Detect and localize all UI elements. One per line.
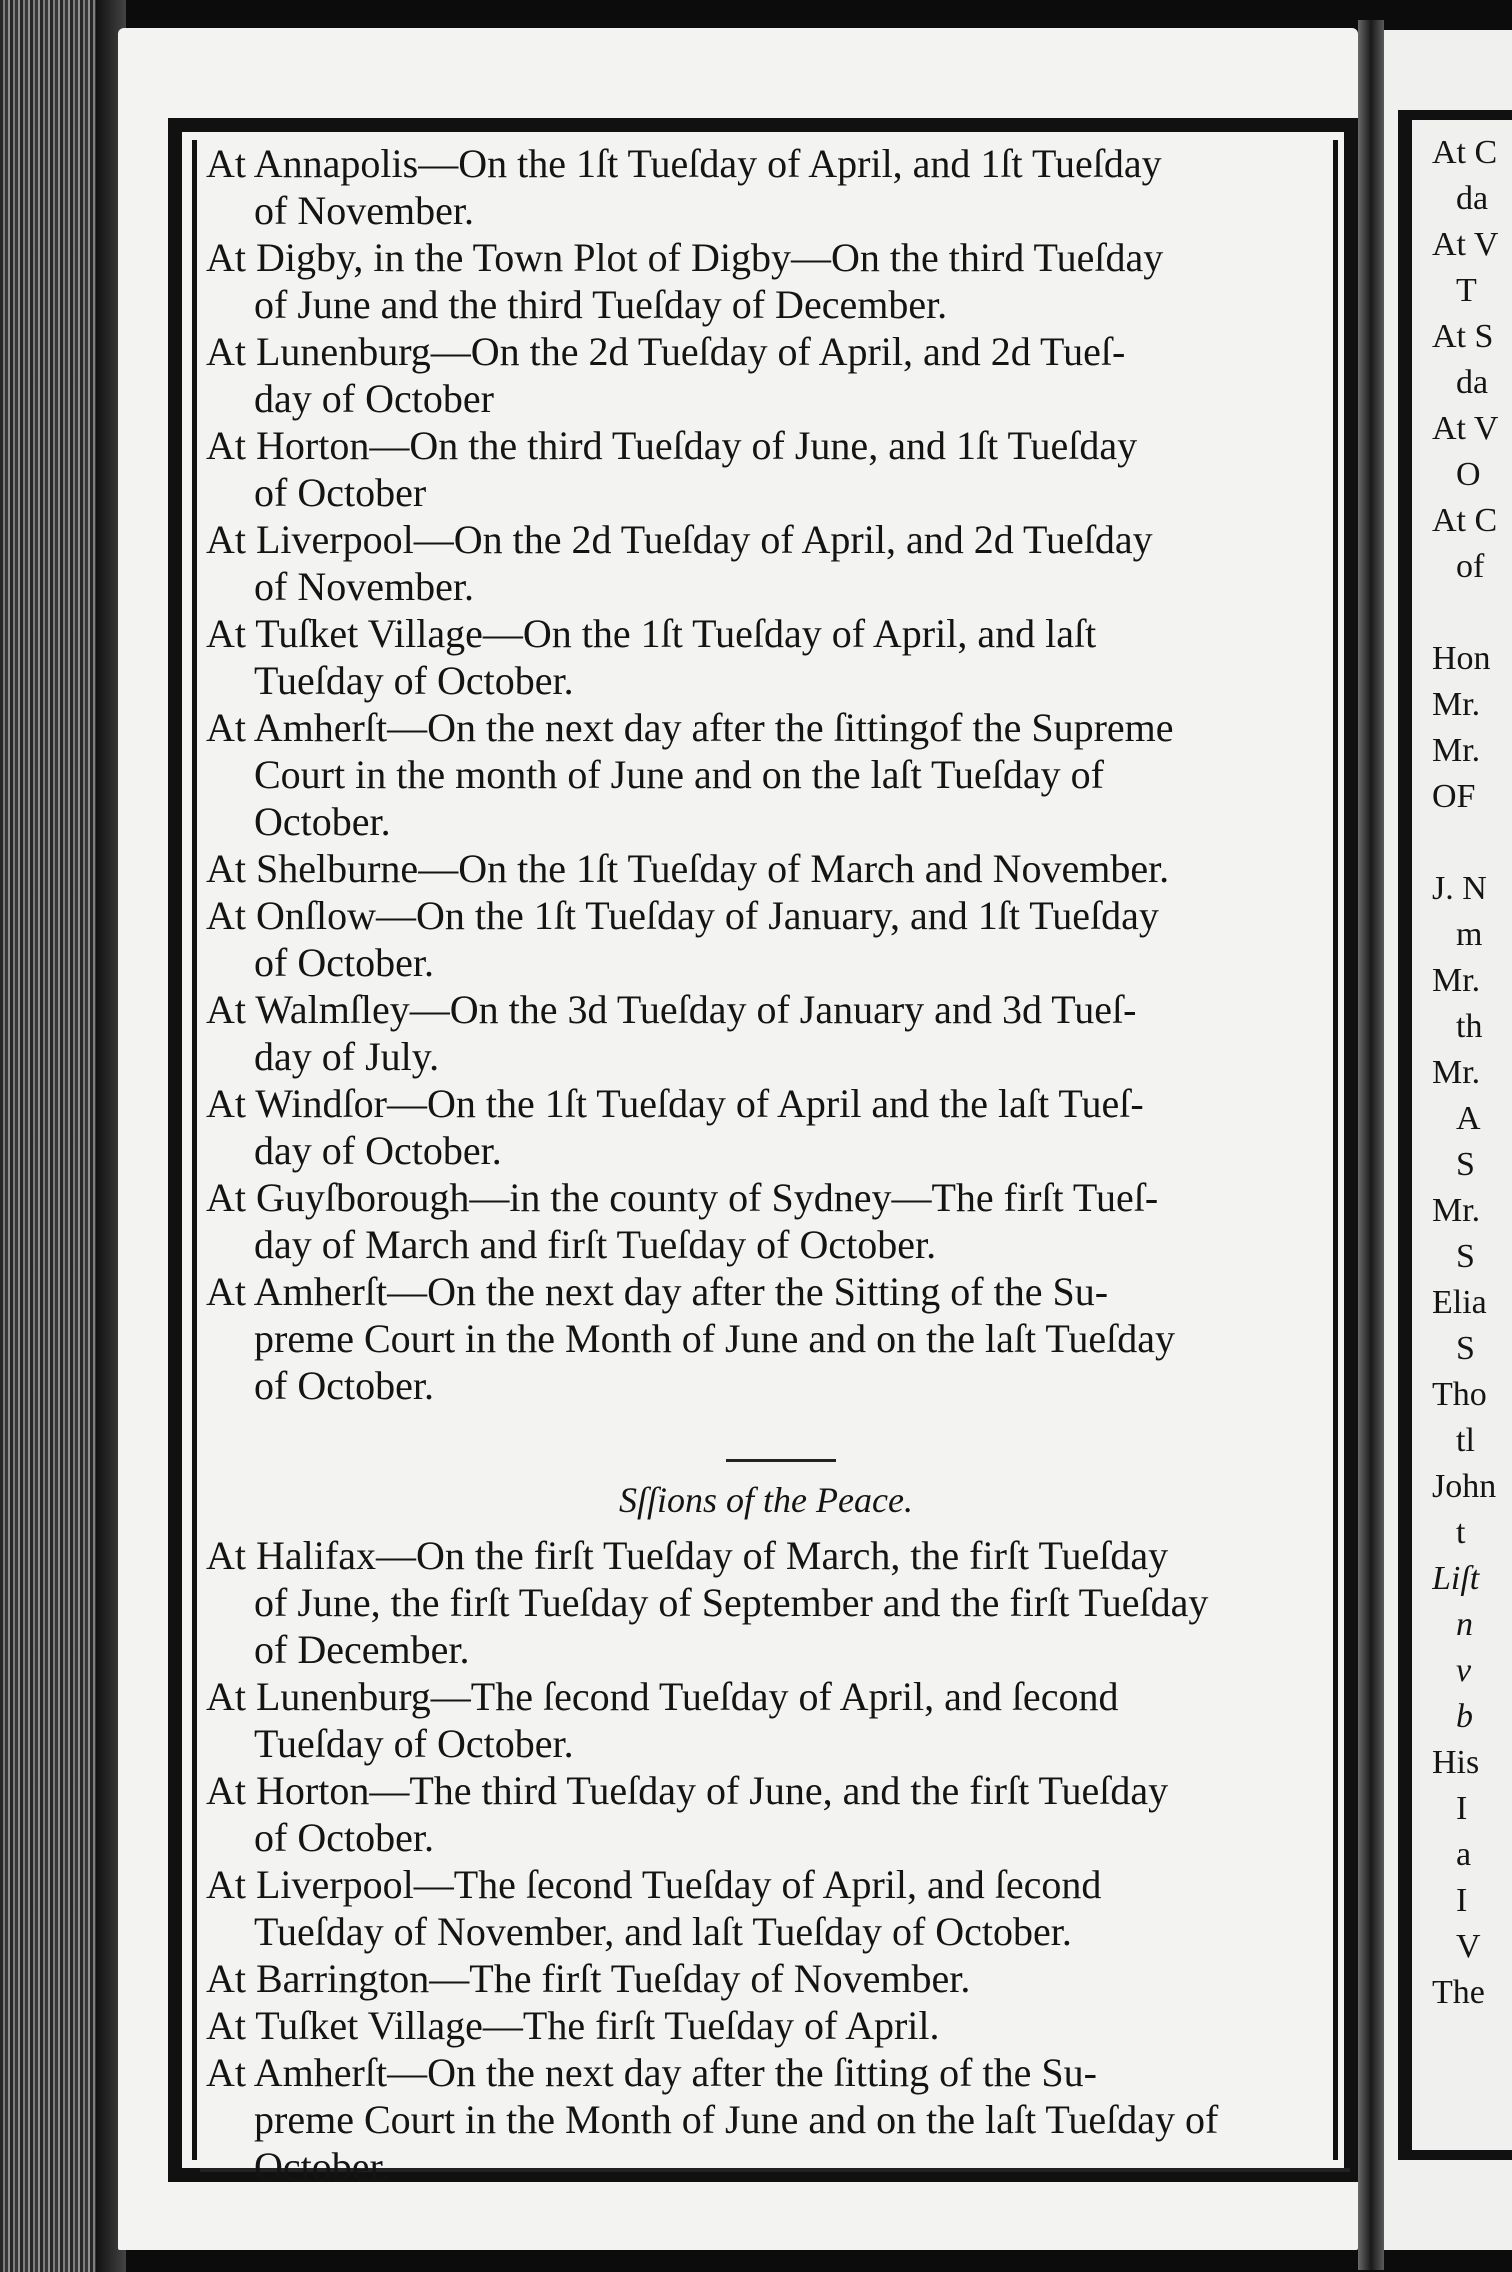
right-page-text [1432, 130, 1512, 2016]
session-entry [206, 1767, 1326, 1861]
entry-continuation-line: Tueſday of October. [254, 1721, 574, 1766]
right-page-line: T [1456, 272, 1477, 309]
entry-line: At Tuſket Village—The firſt Tueſday of April. [206, 2003, 940, 2048]
right-page-line: At V [1432, 410, 1499, 447]
page-content [206, 140, 1326, 2190]
entry-continuation-line: preme Court in the Month of June and on the laſt Tueſday [254, 1316, 1175, 1361]
right-page-line: John [1432, 1468, 1497, 1505]
right-page-line: t [1456, 1514, 1466, 1551]
right-page-line: S [1456, 1238, 1475, 1275]
entry-continuation-line: day of March and firſt Tueſday of October. [254, 1222, 937, 1267]
entry-line: At Horton—The third Tueſday of June, and the firſt Tueſday [206, 1768, 1169, 1813]
right-page-line: Tho [1432, 1376, 1487, 1413]
right-page-line: O [1456, 456, 1481, 493]
entry-line: At Amherſt—On the next day after the Sitting of the Su- [206, 1269, 1109, 1314]
entry-continuation-line: of October. [254, 940, 434, 985]
right-page-line [1432, 590, 1512, 636]
entry-line: At Barrington—The firſt Tueſday of November. [206, 1956, 971, 2001]
sessions-list [206, 1532, 1326, 2190]
section-title: Sſſions of the Peace. [619, 1480, 913, 1520]
entry-continuation-line: of October [254, 470, 427, 515]
entry-line: At Annapolis—On the 1ſt Tueſday of April, and 1ſt Tueſday [206, 141, 1162, 186]
entry-continuation-line: day of October. [254, 1128, 502, 1173]
court-entry [206, 1268, 1326, 1409]
entry-continuation-line: of December. [254, 1627, 470, 1672]
entry-continuation-line: of November. [254, 564, 474, 609]
right-page-line: tl [1456, 1422, 1475, 1459]
entry-line: At Amherſt—On the next day after the ſittingof the Supreme [206, 705, 1174, 750]
court-entry [206, 422, 1326, 516]
court-entry [206, 234, 1326, 328]
entry-line: At Shelburne—On the 1ſt Tueſday of March and November. [206, 846, 1170, 891]
entry-line: At Liverpool—The ſecond Tueſday of April, and ſecond [206, 1862, 1102, 1907]
entry-line: At Onſlow—On the 1ſt Tueſday of January, and 1ſt Tueſday [206, 893, 1159, 938]
entry-continuation-line: day of October [254, 376, 494, 421]
entry-line: At Lunenburg—On the 2d Tueſday of April, and 2d Tueſ- [206, 329, 1126, 374]
entry-line: At Horton—On the third Tueſday of June, and 1ſt Tueſday [206, 423, 1138, 468]
right-page-line: S [1456, 1330, 1475, 1367]
book-gutter [1358, 20, 1384, 2270]
right-page-line: Elia [1432, 1284, 1487, 1321]
entry-line: At Amherſt—On the next day after the ſitting of the Su- [206, 2050, 1097, 2095]
right-page-line: J. N [1432, 870, 1487, 907]
entry-continuation-line: of October. [254, 1363, 434, 1408]
court-entry [206, 1174, 1326, 1268]
entry-line: At Halifax—On the firſt Tueſday of March, the firſt Tueſday [206, 1533, 1169, 1578]
entry-line: At Digby, in the Town Plot of Digby—On the third Tueſday [206, 235, 1164, 280]
entry-line: At Liverpool—On the 2d Tueſday of April, and 2d Tueſday [206, 517, 1153, 562]
entry-line: At Tuſket Village—On the 1ſt Tueſday of April, and laſt [206, 611, 1097, 656]
section-divider [726, 1459, 836, 1462]
right-page-line: Mr. [1432, 732, 1481, 769]
entry-continuation-line: Tueſday of November, and laſt Tueſday of October. [254, 1909, 1072, 1954]
right-page-line: OF [1432, 778, 1476, 815]
session-entry [206, 1673, 1326, 1767]
right-page-line: At C [1432, 502, 1498, 539]
right-page-line: da [1456, 364, 1489, 401]
book-page-edges [0, 0, 110, 2272]
right-page-line: of [1456, 548, 1485, 585]
right-page-line: I [1456, 1882, 1468, 1919]
right-page-line: Mr. [1432, 686, 1481, 723]
right-page-line: His [1432, 1744, 1480, 1781]
entry-line: At Walmſley—On the 3d Tueſday of January and 3d Tueſ- [206, 987, 1137, 1032]
entry-line: At Lunenburg—The ſecond Tueſday of April, and ſecond [206, 1674, 1119, 1719]
right-page-line [1432, 820, 1512, 866]
right-page-line: v [1456, 1652, 1472, 1689]
right-page-line: Mr. [1432, 1192, 1481, 1229]
right-page-line: Liſt [1432, 1560, 1480, 1597]
right-page-line: At S [1432, 318, 1494, 355]
right-page-line: V [1456, 1928, 1481, 1965]
court-entry [206, 1080, 1326, 1174]
court-entry [206, 892, 1326, 986]
right-page-line: b [1456, 1698, 1473, 1735]
right-page-line: Mr. [1432, 962, 1481, 999]
entry-continuation-line: day of July. [254, 1034, 440, 1079]
entry-line: At Windſor—On the 1ſt Tueſday of April and the laſt Tueſ- [206, 1081, 1144, 1126]
entry-continuation-line: October. [254, 799, 391, 844]
entry-continuation-line: of October. [254, 1815, 434, 1860]
court-entry [206, 328, 1326, 422]
session-entry [206, 1532, 1326, 1673]
court-entry [206, 986, 1326, 1080]
right-page-line: S [1456, 1146, 1475, 1183]
right-page-line: At V [1432, 226, 1499, 263]
entry-continuation-line: preme Court in the Month of June and on the laſt Tueſday of [254, 2097, 1219, 2142]
entry-continuation-line: of June and the third Tueſday of December. [254, 282, 948, 327]
court-entry [206, 140, 1326, 234]
session-entry [206, 2002, 1326, 2049]
entry-continuation-line: of November. [254, 188, 474, 233]
court-entry [206, 516, 1326, 610]
entry-line: At Guyſborough—in the county of Sydney—The firſt Tueſ- [206, 1175, 1159, 1220]
entry-continuation-line: of June, the firſt Tueſday of September and the firſt Tueſday [254, 1580, 1209, 1625]
right-page-line: A [1456, 1100, 1481, 1137]
right-page-line: a [1456, 1836, 1472, 1873]
court-entry [206, 845, 1326, 892]
court-entry [206, 704, 1326, 845]
right-page-line: Mr. [1432, 1054, 1481, 1091]
right-page-line: m [1456, 916, 1483, 953]
right-page-line: I [1456, 1790, 1468, 1827]
courts-list [206, 140, 1326, 1409]
entry-continuation-line: Court in the month of June and on the laſt Tueſday of [254, 752, 1104, 797]
right-page-line: da [1456, 180, 1489, 217]
court-entry [206, 610, 1326, 704]
right-page-line: th [1456, 1008, 1483, 1045]
session-entry [206, 1955, 1326, 2002]
right-page-line: At C [1432, 134, 1498, 171]
entry-continuation-line: Tueſday of October. [254, 658, 574, 703]
session-entry [206, 2049, 1326, 2190]
right-page-line: Hon [1432, 640, 1491, 677]
entry-continuation-line: October. [254, 2144, 391, 2189]
right-page-line: The [1432, 1974, 1485, 2011]
session-entry [206, 1861, 1326, 1955]
right-page-line: n [1456, 1606, 1473, 1643]
